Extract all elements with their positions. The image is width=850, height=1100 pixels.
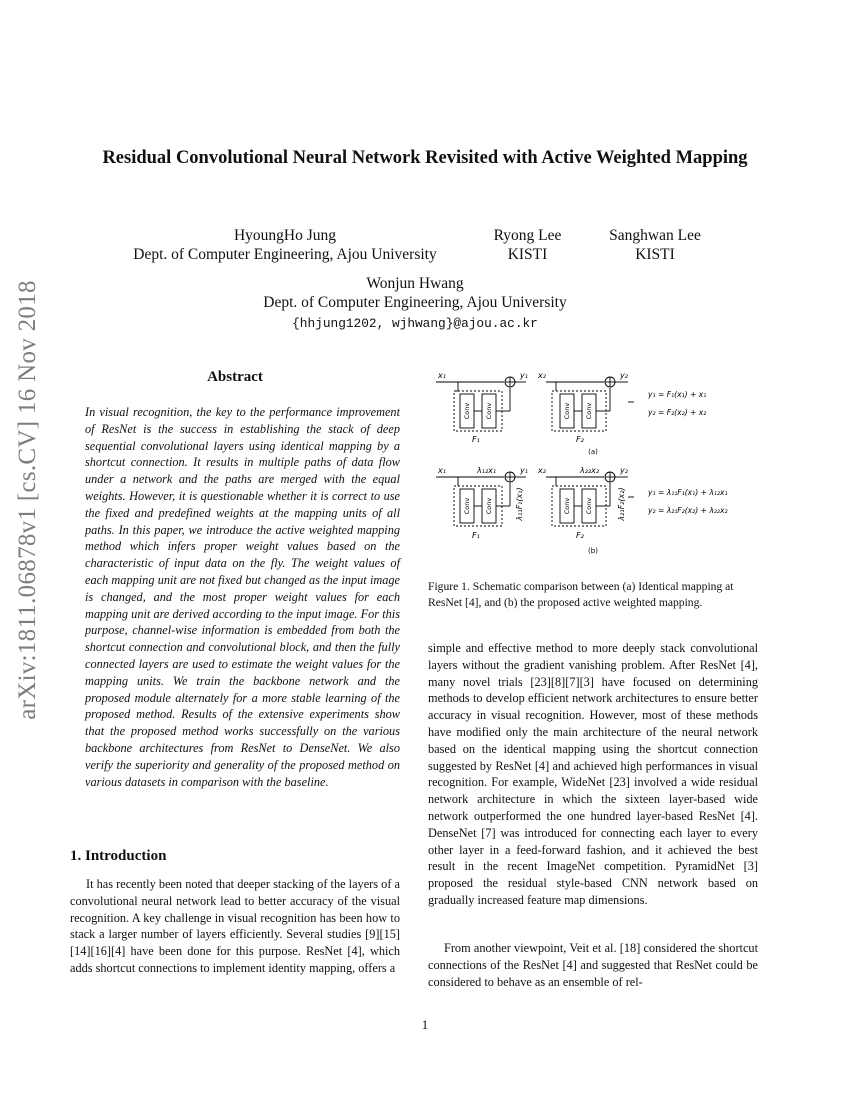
author-affiliation: KISTI: [635, 246, 675, 263]
equation-b2: y₂ = λ₂₁F₂(x₂) + λ₂₂x₂: [648, 506, 728, 515]
author-name: Ryong Lee: [493, 227, 562, 244]
figure-1-caption: Figure 1. Schematic comparison between (a) Identical mapping at ResNet [4], and (b) the proposed active weighted mapping.: [428, 580, 734, 609]
author-name: Wonjun Hwang: [366, 275, 464, 292]
equation-a1: y₁ = F₁(x₁) + x₁: [648, 390, 707, 399]
author-affiliation: Dept. of Computer Engineering, Ajou University: [263, 294, 567, 311]
author-name: Sanghwan Lee: [609, 227, 701, 244]
conv-label: Conv: [463, 402, 471, 420]
label-y2: y₂: [620, 466, 628, 475]
author-email: {hhjung1202, wjhwang}@ajou.ac.kr: [292, 316, 538, 331]
paper-title: Residual Convolutional Neural Network Revisited with Active Weighted Mapping: [102, 148, 748, 168]
figure-1-diagram: [428, 364, 758, 564]
label-lambda11-F1: λ₁₁F₁(x₁): [515, 487, 524, 521]
label-lambda22-x2: λ₂₂x₂: [580, 466, 600, 475]
author-block-4: [200, 274, 630, 333]
author-affiliation: Dept. of Computer Engineering, Ajou University: [133, 246, 437, 263]
author-affiliation: KISTI: [507, 246, 548, 263]
abstract-text: In visual recognition, the key to the performance improvement of ResNet is the success in establishing the stack of deep sequential convolutional layers using identical mapping by a shortcut connection. It results in multiple paths of data flow under a network and the paths are merged with the equal weights. However, it is questionable whether it is correct to use the fixed and predefined weights at the mapping units of all paths. In this paper, we introduce the active weighted mapping method which infers proper weight values based on the characteristic of input data on the fly. The weight values of each mapping unit are not fixed but changed as the input image is changed, and the most proper weight values for each mapping unit are derived according to the input image. For this purpose, channel-wise information is embedded from both the shortcut connection and convolutional block, and then the fully connected layers are used to estimate the weight values for the mapping units. We train the backbone network and the proposed module alternately for a more stable learning of the proposed method. Results of the extensive experiments show that the proposed method works successfully on the various backbone architectures from ResNet to DenseNet. We also verify the superiority and generality of the proposed method on various datasets in comparison with the baseline.: [85, 405, 400, 789]
equation-b1: y₁ = λ₁₁F₁(x₁) + λ₁₂x₁: [648, 488, 728, 497]
abstract-heading: Abstract: [207, 369, 263, 385]
page-number: 1: [421, 1017, 429, 1032]
label-y2: y₂: [620, 371, 628, 380]
conv-label: Conv: [563, 402, 571, 420]
author-name: HyoungHo Jung: [233, 227, 337, 244]
section-heading-introduction: 1. Introduction: [70, 848, 167, 864]
label-x1: x₁: [438, 466, 446, 475]
label-y1: y₁: [520, 371, 528, 380]
intro-paragraph-1-continued: simple and effective method to more deeply stack convolutional layers without the gradient vanishing problem. After ResNet [4], many novel trials [23][8][7][3] have focused on determining methods to develop efficient network architectures to ensure better accuracy in visual recognition. However, most of these methods have modified only the main architecture of the neural network based on the identical mapping using the shortcut connection suggested by ResNet [4] and achieved high performances in visual recognition. For example, WideNet [23] involved a wide residual network architecture in which the sixteen layer-based wide network outperformed the one hundred layer-based ResNet [4]. DenseNet [7] was introduced for connecting each layer to every other layer in a feed-forward fashion, and it achieved the best result in the recent ImageNet competition. PyramidNet [3] proposed the residual style-based CNN network based on gradually increased feature map dimensions.: [428, 641, 758, 907]
conv-label: Conv: [463, 497, 471, 515]
conv-label: Conv: [585, 402, 593, 420]
conv-label: Conv: [485, 402, 493, 420]
label-F2: F₂: [576, 531, 584, 540]
arxiv-stamp-text: arXiv:1811.06878v1 [cs.CV] 16 Nov 2018: [14, 280, 41, 720]
label-F2: F₂: [576, 435, 584, 444]
label-lambda12-x1: λ₁₂x₁: [477, 466, 497, 475]
subfigure-b-label: (b): [588, 547, 598, 555]
label-x2: x₂: [538, 466, 546, 475]
intro-paragraph-2: From another viewpoint, Veit et al. [18] considered the shortcut connections of the ResNet [4] and suggested that ResNet could be considered to behave as an ensemble of rel-: [428, 941, 758, 989]
author-block-2: [470, 226, 585, 264]
label-x1: x₁: [438, 371, 446, 380]
label-y1: y₁: [520, 466, 528, 475]
equation-a2: y₂ = F₂(x₂) + x₂: [648, 408, 707, 417]
label-F1: F₁: [472, 435, 480, 444]
label-F1: F₁: [472, 531, 480, 540]
label-lambda21-F2: λ₂₁F₂(x₂): [617, 487, 626, 521]
arxiv-stamp: [8, 280, 48, 720]
subfigure-a-label: (a): [588, 448, 598, 456]
conv-label: Conv: [585, 497, 593, 515]
author-block-1: [90, 226, 480, 264]
author-block-3: [590, 226, 720, 264]
conv-label: Conv: [485, 497, 493, 515]
intro-paragraph-1: It has recently been noted that deeper stacking of the layers of a convolutional neural network lead to better accuracy of the visual recognition. A key challenge in visual recognition has been how to stack a larger number of layers efficiently. Several studies [9][15][14][16][4] have been done for this purpose. ResNet [4], which adds shortcut connections to implement identity mapping, offers a: [70, 877, 400, 975]
label-x2: x₂: [538, 371, 546, 380]
conv-label: Conv: [563, 497, 571, 515]
